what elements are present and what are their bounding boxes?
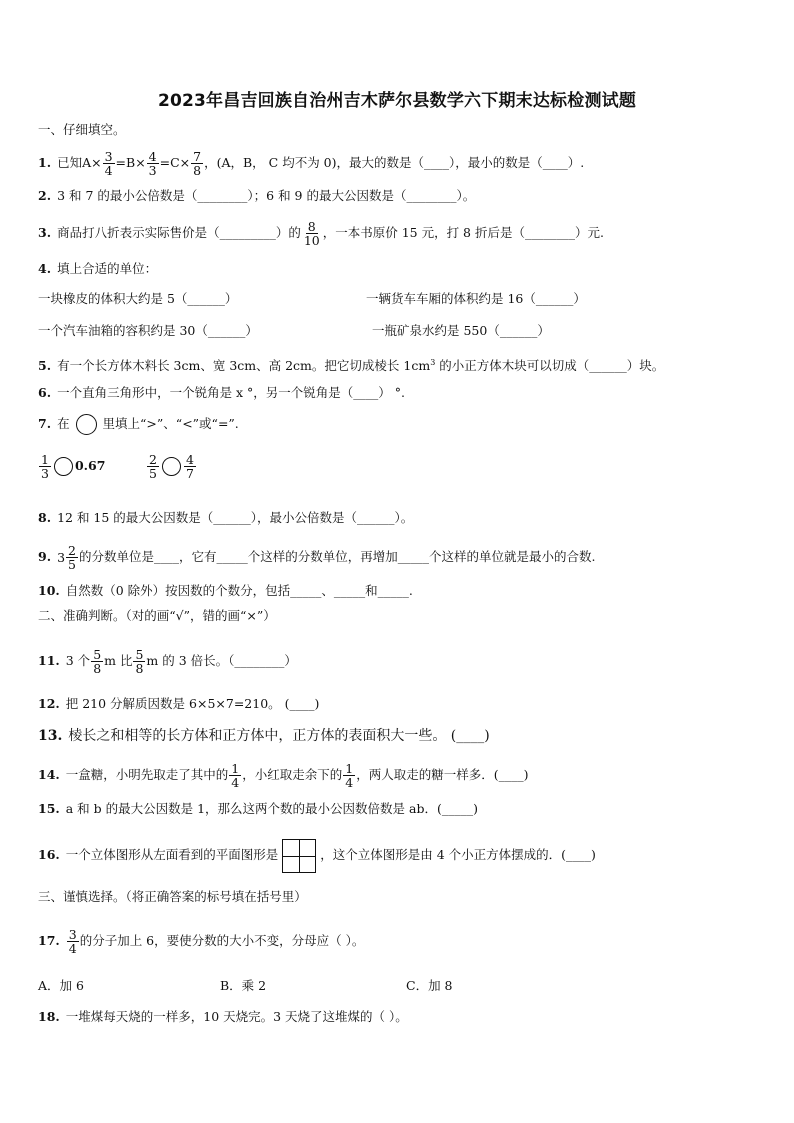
question-number: 9. — [38, 549, 52, 564]
circle-blank — [162, 457, 181, 476]
question-6: 6. 一个直角三角形中，一个锐角是 x °，另一个锐角是（____） °. — [38, 385, 406, 400]
question-number: 8. — [38, 510, 52, 525]
question-10: 10. 自然数（0 除外）按因数的个数分，包括_____、_____和_____. — [38, 583, 413, 598]
question-7a: $\frac{1}{3}$ 0.67 — [41, 452, 106, 481]
question-number: 1. — [38, 155, 52, 170]
question-number: 14. — [38, 767, 60, 782]
question-17: 17. $\frac{3}{4}$ 的分子加上 6，要使分数的大小不变，分母应（ ）。 — [38, 927, 365, 956]
question-4c: 一个汽车油箱的容积约是 30（______） — [38, 323, 258, 338]
question-number: 4. — [38, 261, 52, 276]
option-c: C．加 8 — [406, 978, 453, 993]
fraction: $\frac{2}{5}$ — [149, 452, 157, 481]
question-number: 13. — [38, 728, 63, 744]
section-3-heading: 三、谨慎选择。（将正确答案的标号填在括号里） — [38, 889, 307, 904]
circle-blank — [76, 414, 97, 435]
question-4a: 一块橡皮的体积大约是 5（______） — [38, 291, 238, 306]
option-a: A．加 6 — [38, 978, 84, 993]
fraction: $\frac{3}{4}$ — [68, 927, 77, 956]
square-grid-figure — [282, 839, 316, 873]
question-number: 2. — [38, 188, 52, 203]
fraction: $\frac{7}{8}$ — [193, 149, 202, 178]
question-number: 5. — [38, 358, 52, 374]
question-number: 3. — [38, 225, 52, 240]
option-b: B．乘 2 — [220, 978, 267, 993]
fraction: $\frac{1}{4}$ — [231, 761, 240, 790]
question-5: 5. 有一个长方体木料长 3cm、宽 3cm、高 2cm。把它切成棱长 $1cm^3$ 的小正方体木块可以切成（______）块。 — [38, 358, 665, 374]
question-number: 10. — [38, 583, 60, 598]
mixed-number: 3 $\frac{2}{5}$ — [57, 543, 76, 572]
question-11: 11. 3 个 $\frac{5}{8}$ m 比 $\frac{5}{8}$ m 的 3 倍长。（________） — [38, 647, 297, 676]
fraction: $\frac{1}{3}$ — [41, 452, 49, 481]
question-number: 18. — [38, 1009, 60, 1024]
question-3: 3. 商品打八折表示实际售价是（_________）的 $\frac{8}{10}$ ，一本书原价 15 元，打 8 折后是（________）元. — [38, 219, 604, 248]
question-4: 4. 填上合适的单位： — [38, 261, 158, 276]
question-18: 18. 一堆煤每天烧的一样多，10 天烧完。3 天烧了这堆煤的（ ）。 — [38, 1009, 408, 1024]
question-4b: 一辆货车车厢的体积约是 16（______） — [366, 291, 586, 306]
fraction: $\frac{3}{4}$ — [104, 149, 113, 178]
question-number: 16. — [38, 847, 60, 862]
fraction: $\frac{8}{10}$ — [303, 219, 320, 248]
fraction: $\frac{5}{8}$ — [93, 647, 102, 676]
question-7: 7. 在 里填上“>”、“<”或“=”. — [38, 414, 764, 435]
question-15: 15. a 和 b 的最大公因数是 1，那么这两个数的最小公因数倍数是 ab．(_____) — [38, 801, 478, 816]
section-2-heading: 二、准确判断。（对的画“√”，错的画“×”） — [38, 608, 276, 623]
question-number: 11. — [38, 653, 60, 668]
fraction: $\frac{5}{8}$ — [135, 647, 144, 676]
question-4d: 一瓶矿泉水约是 550（______） — [372, 323, 550, 338]
question-2: 2. 3 和 7 的最小公倍数是（________）；6 和 9 的最大公因数是（________）。 — [38, 188, 476, 203]
question-number: 12. — [38, 696, 60, 711]
question-16: 16. 一个立体图形从左面看到的平面图形是 ，这个立体图形是由 4 个小正方体摆成的．(____) — [38, 838, 764, 873]
question-8: 8. 12 和 15 的最大公因数是（______），最小公倍数是（______）。 — [38, 510, 414, 525]
fraction: $\frac{1}{4}$ — [345, 761, 354, 790]
question-14: 14. 一盒糖，小明先取走了其中的 $\frac{1}{4}$ ，小红取走余下的 $\frac{1}{4}$ ，两人取走的糖一样多．(____) — [38, 761, 529, 790]
question-number: 15. — [38, 801, 60, 816]
question-12: 12. 把 210 分解质因数是 6×5×7=210。 (____) — [38, 696, 320, 711]
question-1: 1. 已知A× $\frac{3}{4}$ =B× $\frac{4}{3}$ =C× $\frac{7}{8}$ ，(A，B， C 均不为 0)，最大的数是（____），最小的数是（____）. — [38, 149, 585, 178]
page-title: 2023年昌吉回族自治州吉木萨尔县数学六下期末达标检测试题 — [157, 91, 637, 111]
question-number: 17. — [38, 933, 60, 948]
question-9: 9. 3 $\frac{2}{5}$ 的分数单位是____，它有_____个这样的分数单位，再增加_____个这样的单位就是最小的合数. — [38, 543, 596, 572]
section-1-heading: 一、仔细填空。 — [38, 122, 126, 137]
question-number: 6. — [38, 385, 52, 400]
fraction: $\frac{4}{7}$ — [185, 452, 194, 481]
fraction: $\frac{4}{3}$ — [148, 149, 157, 178]
question-13: 13. 棱长之和相等的长方体和正方体中，正方体的表面积大一些。 (____) — [38, 728, 490, 744]
circle-blank — [54, 457, 73, 476]
question-7b — [146, 453, 197, 480]
question-number: 7. — [38, 416, 52, 431]
